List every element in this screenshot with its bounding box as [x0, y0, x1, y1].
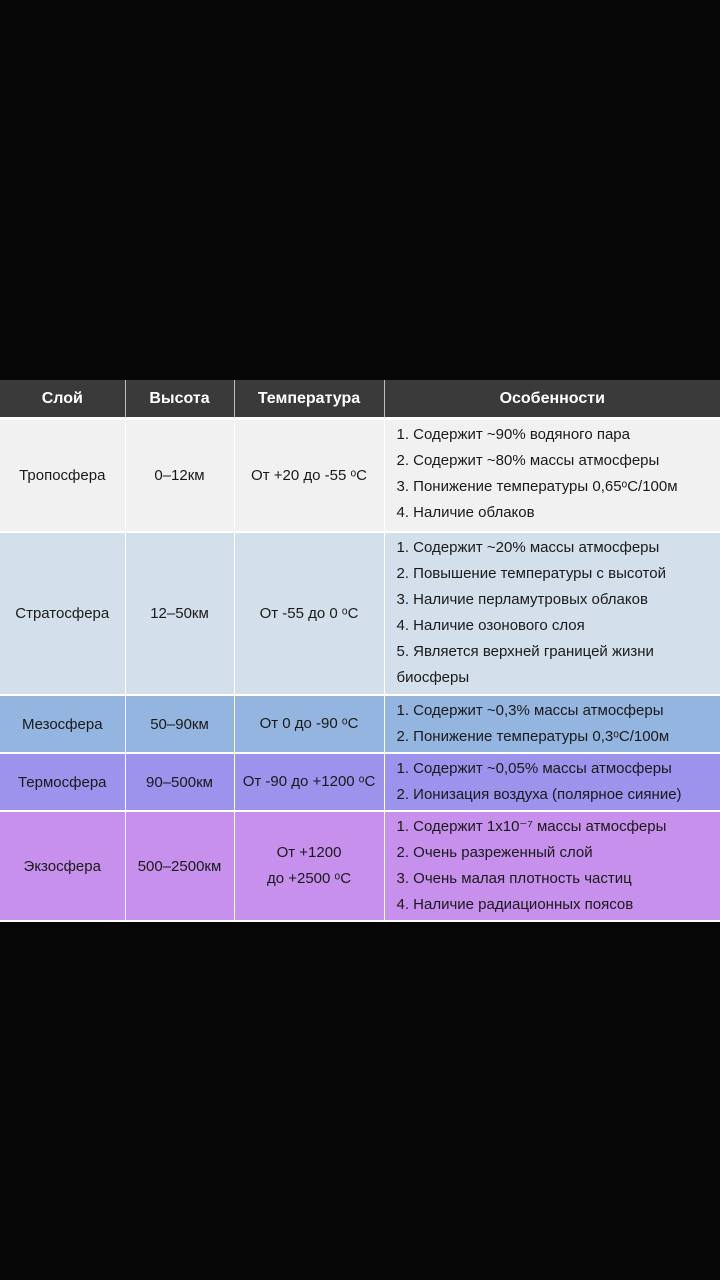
table-header-row [0, 380, 720, 419]
layer-name-cell: Мезосфера [0, 695, 125, 753]
features-cell [384, 811, 720, 921]
layer-name-cell: Стратосфера [0, 532, 125, 695]
altitude-cell: 50–90км [125, 695, 234, 753]
feature-item: 2. Повышение температуры с высотой [396, 565, 666, 582]
feature-item: 2. Ионизация воздуха (полярное сияние) [396, 786, 682, 803]
feature-item: 1. Содержит ~0,3% массы атмосферы [396, 702, 664, 719]
feature-item: 3. Очень малая плотность частиц [396, 870, 632, 887]
feature-item: 4. Наличие радиационных поясов [396, 896, 634, 913]
feature-item: 2. Очень разреженный слой [396, 844, 593, 861]
temperature-line: От +1200 [276, 844, 342, 861]
temperature-cell [234, 532, 384, 695]
altitude-cell: 500–2500км [125, 811, 234, 921]
table-body [0, 419, 720, 922]
temperature-cell [234, 419, 384, 533]
temperature-line: От -55 до 0 ᵒC [259, 604, 359, 622]
layer-name-cell: Тропосфера [0, 419, 125, 533]
feature-item: 1. Содержит ~90% водяного пара [396, 426, 630, 443]
altitude-cell: 90–500км [125, 753, 234, 811]
features-cell [384, 753, 720, 811]
feature-item: 4. Наличие озонового слоя [396, 617, 585, 634]
layer-name-cell: Термосфера [0, 753, 125, 811]
temperature-line: От +20 до -55 ᵒC [251, 466, 367, 484]
feature-item: 1. Содержит 1x10⁻⁷ массы атмосферы [396, 818, 667, 835]
temperature-line: От -90 до +1200 ᵒC [242, 773, 376, 790]
table-row [0, 811, 720, 921]
feature-item: 3. Наличие перламутровых облаков [396, 591, 648, 608]
features-cell [384, 532, 720, 695]
temperature-cell [234, 811, 384, 921]
feature-item: 1. Содержит ~20% массы атмосферы [396, 539, 660, 556]
table-row [0, 532, 720, 695]
features-cell [384, 695, 720, 753]
table-row [0, 419, 720, 533]
temperature-cell [234, 695, 384, 753]
table-row [0, 753, 720, 811]
feature-item: 4. Наличие облаков [396, 504, 535, 521]
atmosphere-layers-table-container [0, 380, 720, 922]
header-height: Высота [125, 380, 234, 419]
altitude-cell: 12–50км [125, 532, 234, 695]
layer-name-cell: Экзосфера [0, 811, 125, 921]
header-temperature: Температура [234, 380, 384, 419]
temperature-line: От 0 до -90 ᵒC [259, 715, 359, 732]
feature-item: 3. Понижение температуры 0,65ᵒC/100м [396, 478, 678, 495]
feature-item: 5. Является верхней границей жизни [396, 643, 654, 660]
altitude-cell: 0–12км [125, 419, 234, 533]
table-row [0, 695, 720, 753]
temperature-line: до +2500 ᵒC [266, 870, 352, 887]
header-features: Особенности [384, 380, 720, 419]
atmosphere-layers-table [0, 380, 720, 922]
feature-item: 2. Содержит ~80% массы атмосферы [396, 452, 660, 469]
feature-item: 1. Содержит ~0,05% массы атмосферы [396, 760, 672, 777]
header-layer: Слой [0, 380, 125, 419]
temperature-cell [234, 753, 384, 811]
features-cell [384, 419, 720, 533]
feature-item: биосферы [396, 669, 470, 686]
feature-item: 2. Понижение температуры 0,3ᵒC/100м [396, 728, 670, 745]
